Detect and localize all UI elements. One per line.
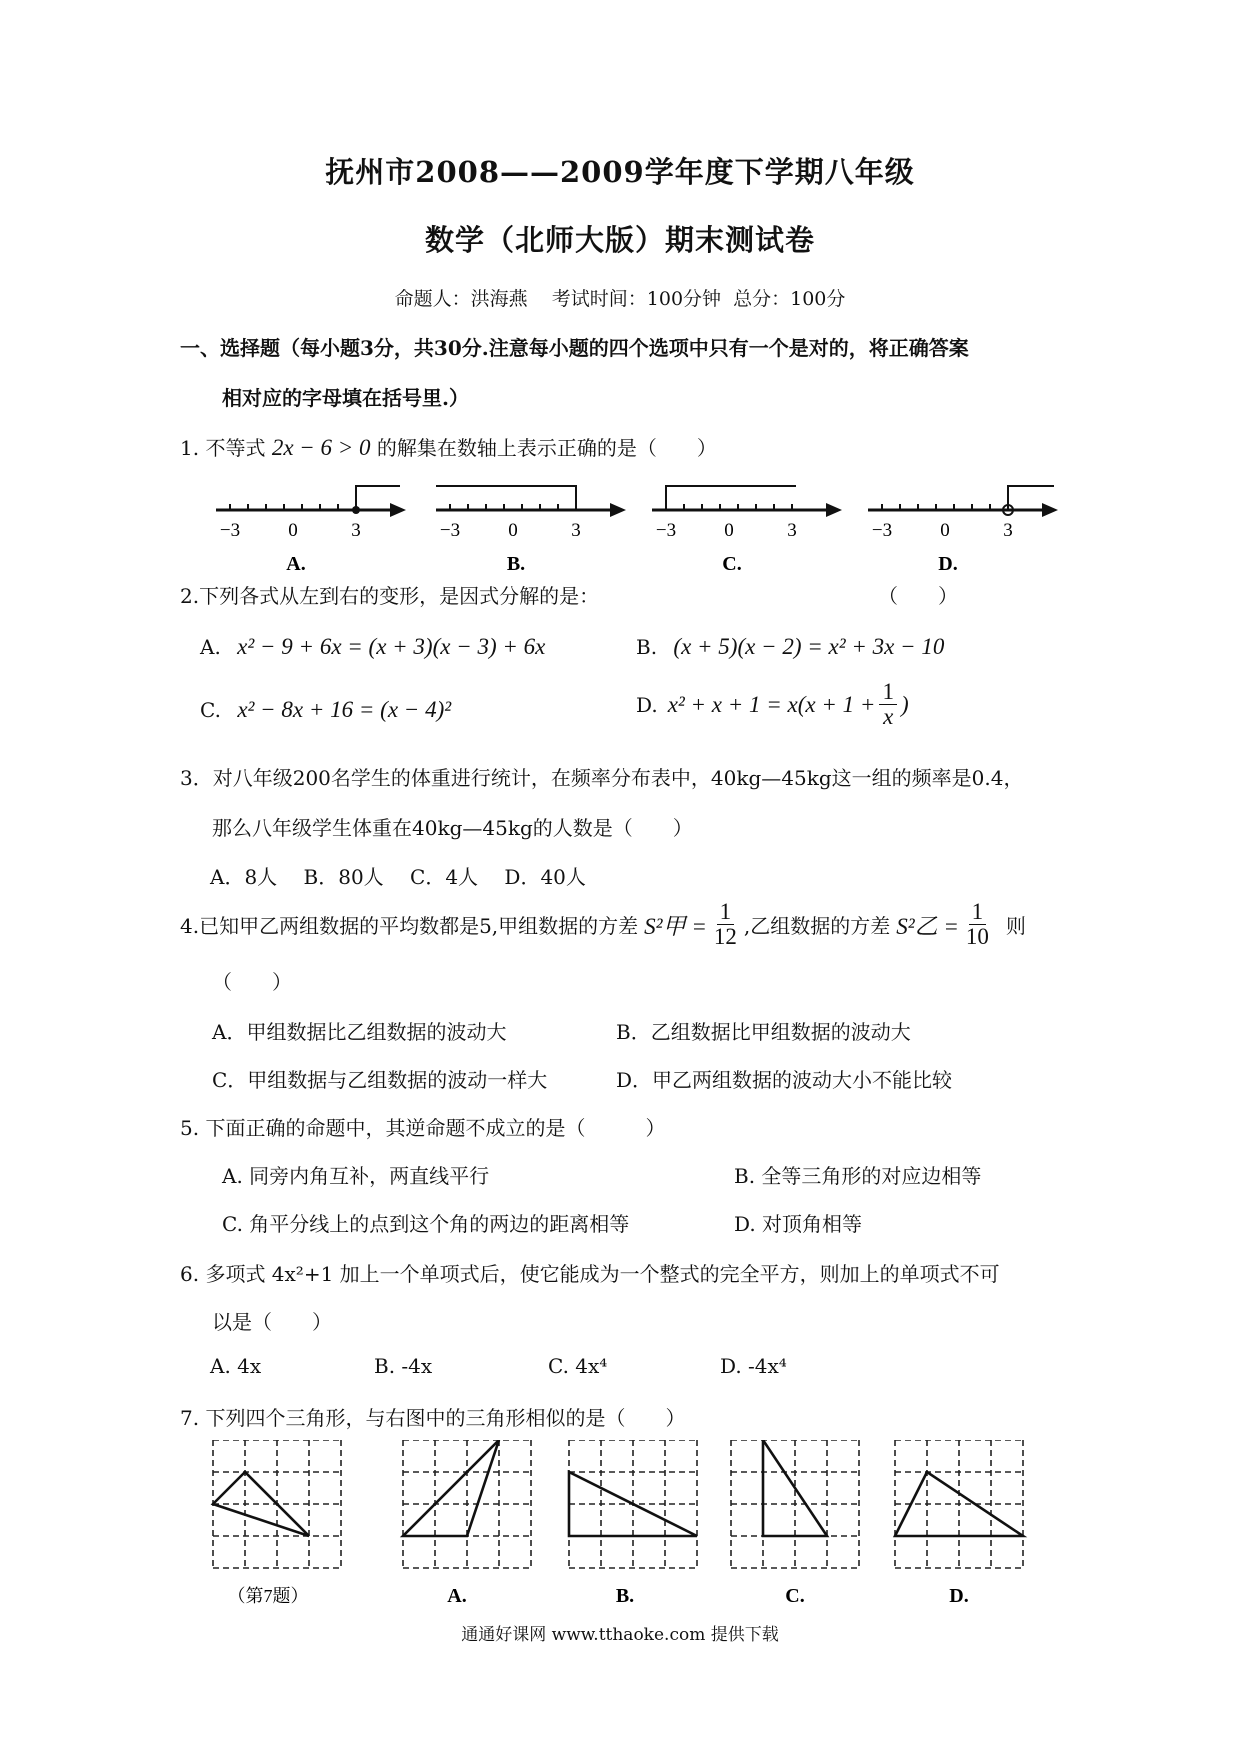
tick-label: 0 bbox=[288, 520, 298, 541]
section-heading-line1: 一、选择题（每小题3分，共30分.注意每小题的四个选项中只有一个是对的，将正确答案 bbox=[180, 336, 969, 360]
q4-stem bbox=[180, 900, 1026, 949]
q7-stem: 7. 下列四个三角形，与右图中的三角形相似的是（ ） bbox=[180, 1406, 686, 1430]
section-heading-line2: 相对应的字母填在括号里.） bbox=[222, 386, 469, 410]
exam-title-line2: 数学（北师大版）期末测试卷 bbox=[424, 223, 815, 257]
q7-reference-grid bbox=[213, 1440, 341, 1606]
footer-source: 通通好课网 www.tthaoke.com 提供下载 bbox=[461, 1625, 779, 1645]
q2-c-expr: x² − 8x + 16 = (x − 4)² bbox=[237, 697, 452, 722]
q4-bracket: （ ） bbox=[212, 970, 292, 994]
q2-d-expr-post: ) bbox=[900, 691, 909, 717]
q4-yi-fraction bbox=[963, 900, 992, 949]
number-line-c bbox=[652, 486, 842, 575]
q2-d-fraction bbox=[879, 680, 897, 729]
q2-a-label: A. bbox=[200, 635, 221, 659]
fraction-denominator: x bbox=[883, 704, 894, 730]
q2-d-label: D. bbox=[636, 692, 658, 717]
tick-label: −3 bbox=[439, 520, 461, 541]
q7-option-b-grid bbox=[569, 1440, 697, 1607]
tick-label: −3 bbox=[219, 520, 241, 541]
q4-stem-pre: 4.已知甲乙两组数据的平均数都是5,甲组数据的方差 bbox=[180, 914, 639, 939]
q4-s-yi: S²乙 = bbox=[896, 914, 959, 940]
q2-bracket: （ ） bbox=[878, 584, 958, 608]
q4-option-d: D．甲乙两组数据的波动大小不能比较 bbox=[616, 1068, 953, 1092]
fraction-numerator: 1 bbox=[879, 680, 897, 705]
q5-option-c: C. 角平分线上的点到这个角的两边的距离相等 bbox=[222, 1212, 630, 1236]
triangle bbox=[403, 1440, 499, 1536]
tick-label: 0 bbox=[508, 520, 518, 541]
number-line-d bbox=[868, 486, 1058, 575]
q4-stem-post: 则 bbox=[1005, 914, 1026, 939]
q2-d-expr-pre: x² + x + 1 = x(x + 1 + bbox=[667, 691, 876, 717]
tick-label: 0 bbox=[724, 520, 734, 541]
q4-option-b: B．乙组数据比甲组数据的波动大 bbox=[616, 1020, 911, 1044]
number-line-a bbox=[216, 486, 406, 575]
q2-option-b bbox=[636, 634, 944, 660]
q6-option-d: D. -4x⁴ bbox=[720, 1354, 787, 1378]
q2-b-expr: (x + 5)(x − 2) = x² + 3x − 10 bbox=[673, 634, 945, 659]
tick-label: −3 bbox=[871, 520, 893, 541]
q2-a-expr: x² − 9 + 6x = (x + 3)(x − 3) + 6x bbox=[237, 634, 546, 659]
q1-inequality: 2x − 6 > 0 bbox=[271, 435, 371, 460]
fraction-numerator: 1 bbox=[717, 900, 735, 925]
q5-option-b: B. 全等三角形的对应边相等 bbox=[734, 1164, 982, 1188]
q6-line2: 以是（ ） bbox=[212, 1310, 332, 1334]
grid-label: C. bbox=[785, 1585, 805, 1607]
q3-line2: 那么八年级学生体重在40kg—45kg的人数是（ ） bbox=[212, 816, 693, 840]
fraction-denominator: 12 bbox=[713, 924, 737, 950]
q4-option-a: A．甲组数据比乙组数据的波动大 bbox=[212, 1020, 507, 1044]
option-label: A. bbox=[286, 553, 306, 575]
q2-b-label: B. bbox=[636, 635, 658, 659]
q2-option-a bbox=[200, 634, 545, 660]
tick-label: 3 bbox=[1003, 520, 1013, 541]
q2-option-d bbox=[636, 680, 909, 729]
q2-stem: 2.下列各式从左到右的变形，是因式分解的是： bbox=[180, 584, 600, 608]
exam-meta: 命题人：洪海燕 考试时间：100分钟 总分：100分 bbox=[394, 288, 846, 310]
q3-options: A．8人 B．80人 C．4人 D．40人 bbox=[210, 865, 586, 889]
fraction-denominator: 10 bbox=[965, 924, 989, 950]
grid-label: D. bbox=[949, 1585, 969, 1607]
q7-option-c-grid bbox=[731, 1440, 859, 1607]
q2-c-label: C. bbox=[200, 698, 221, 722]
q7-option-d-grid bbox=[895, 1440, 1023, 1607]
option-label: C. bbox=[722, 553, 742, 575]
q4-stem-mid: ,乙组数据的方差 bbox=[743, 914, 891, 939]
tick-label: −3 bbox=[655, 520, 677, 541]
q6-line1: 6. 多项式 4x²+1 加上一个单项式后，使它能成为一个整式的完全平方，则加上的单项式不可 bbox=[180, 1262, 1000, 1286]
q6-option-c: C. 4x⁴ bbox=[548, 1354, 608, 1378]
q1-stem-post: 的解集在数轴上表示正确的是（ ） bbox=[376, 436, 717, 460]
number-line-b bbox=[436, 486, 626, 575]
q6-option-a: A. 4x bbox=[210, 1354, 262, 1378]
q5-option-d: D. 对顶角相等 bbox=[734, 1212, 863, 1236]
q7-option-a-grid bbox=[403, 1440, 531, 1607]
q5-option-a: A. 同旁内角互补，两直线平行 bbox=[222, 1164, 490, 1188]
q4-jia-fraction bbox=[711, 900, 740, 949]
grid-label: （第7题） bbox=[227, 1586, 309, 1606]
tick-label: 3 bbox=[571, 520, 581, 541]
q7-triangle-grids bbox=[205, 1440, 1065, 1610]
grid-label: A. bbox=[447, 1585, 467, 1607]
fraction-numerator: 1 bbox=[969, 900, 987, 925]
q1-stem-pre: 1. 不等式 bbox=[180, 436, 266, 460]
q1-stem bbox=[180, 432, 717, 461]
tick-label: 3 bbox=[787, 520, 797, 541]
tick-label: 3 bbox=[351, 520, 361, 541]
q2-option-c bbox=[200, 697, 451, 723]
q3-line1: 3．对八年级200名学生的体重进行统计，在频率分布表中，40kg—45kg这一组的频率是0.4， bbox=[180, 766, 1024, 790]
tick-label: 0 bbox=[940, 520, 950, 541]
q4-s-jia: S²甲 = bbox=[644, 914, 707, 940]
q6-option-b: B. -4x bbox=[374, 1354, 433, 1378]
grid-label: B. bbox=[615, 1585, 635, 1607]
exam-title-line1: 抚州市2008——2009学年度下学期八年级 bbox=[325, 155, 915, 189]
q4-option-c: C．甲组数据与乙组数据的波动一样大 bbox=[212, 1068, 548, 1092]
option-label: B. bbox=[506, 553, 526, 575]
q1-number-lines bbox=[210, 470, 1080, 580]
option-label: D. bbox=[938, 553, 958, 575]
q5-stem: 5. 下面正确的命题中，其逆命题不成立的是（ ） bbox=[180, 1116, 666, 1140]
